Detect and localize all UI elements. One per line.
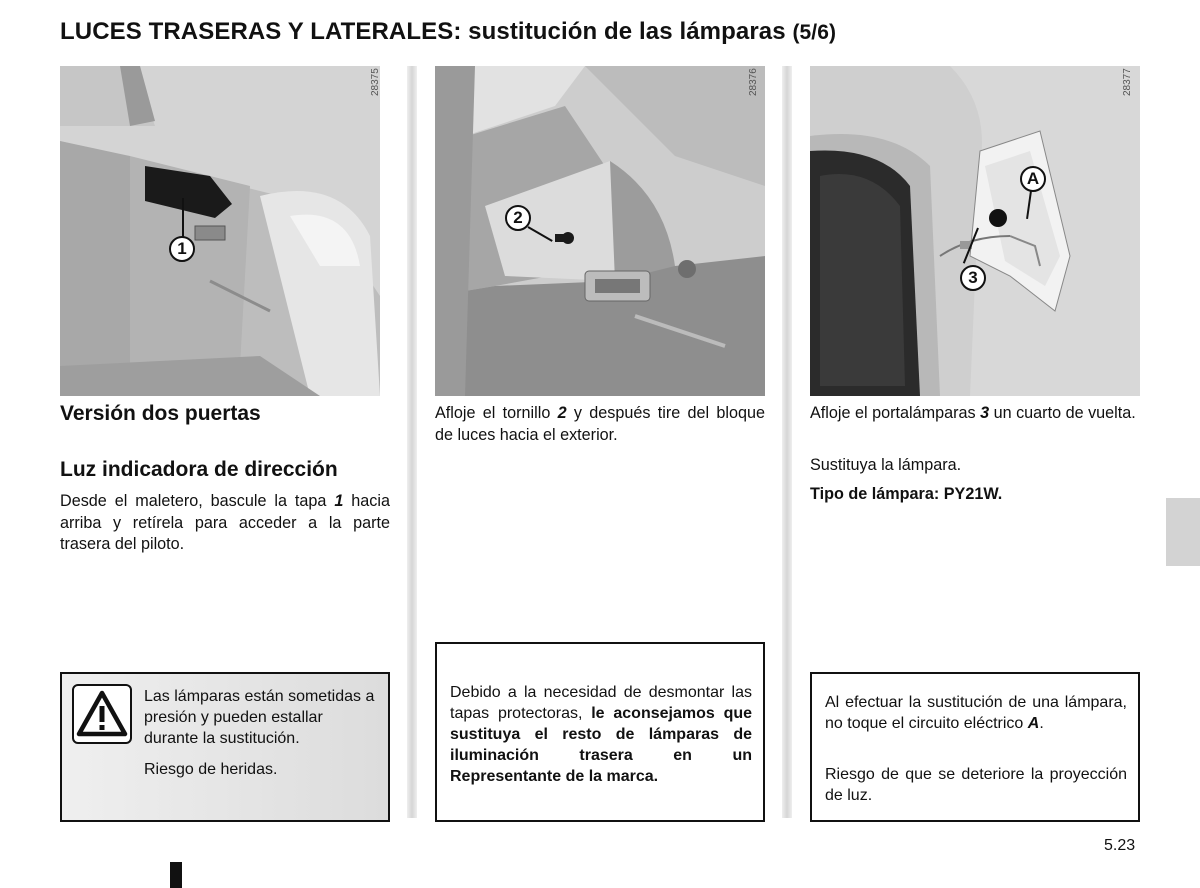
heading-turn-signal: Luz indicadora de dirección — [60, 458, 338, 481]
side-panel-illustration — [435, 66, 765, 396]
text-segment: Al efectuar la sustitución de una lámpara, no toque el circuito eléctrico — [825, 694, 1127, 732]
callout-3: 3 — [960, 265, 986, 291]
heading-version: Versión dos puertas — [60, 402, 261, 425]
figure-trunk-open — [60, 66, 380, 396]
paragraph-screw — [435, 403, 765, 446]
note-text-bold: le aconsejamos que sustituya el resto de lámparas de iluminación trasera en un Representante de la marca. — [450, 705, 753, 785]
note-box — [435, 642, 765, 822]
section-tab — [1166, 498, 1200, 566]
text-segment: Afloje el tornillo — [435, 404, 558, 422]
figure-id-2: 28376 — [748, 68, 759, 96]
callout-leader-1 — [182, 198, 184, 238]
page-number: 5.23 — [1104, 837, 1136, 854]
column-divider-2 — [782, 66, 792, 818]
note-text-normal: Debido a la necesidad de desmontar las tapas protectoras, — [450, 684, 752, 722]
print-mark — [170, 862, 182, 888]
text-segment: hacia arriba y retírela para acceder a la parte trasera del piloto. — [60, 492, 390, 553]
reference-2: 2 — [557, 404, 567, 422]
text-segment: Desde el maletero, bascule la tapa — [60, 492, 335, 510]
callout-1: 1 — [169, 236, 195, 262]
text-segment: . — [1039, 715, 1044, 732]
figure-side-panel — [435, 66, 765, 396]
text-segment: un cuarto de vuelta. — [989, 404, 1136, 422]
page-title — [60, 18, 836, 46]
warning-text: Las lámparas están sometidas a presión y pueden estallar durante la sustitución. — [144, 688, 375, 747]
trunk-illustration — [60, 66, 380, 396]
warning-risk: Riesgo de heridas. — [144, 761, 278, 778]
callout-A: A — [1020, 166, 1046, 192]
warning-icon — [72, 684, 132, 744]
reference-3: 3 — [980, 404, 990, 422]
figure-id-3: 28377 — [1122, 68, 1133, 96]
text-segment: y después tire del bloque de luces hacia el exterior. — [435, 404, 765, 444]
note-text — [450, 682, 752, 787]
warning-box — [60, 672, 390, 822]
paragraph-lamp-holder — [810, 403, 1140, 425]
figure-id-1: 28375 — [370, 68, 381, 96]
caution-risk: Riesgo de que se deteriore la proyección de luz. — [825, 766, 1127, 804]
lamp-type: Tipo de lámpara: PY21W. — [810, 485, 1003, 503]
paragraph-replace: Sustituya la lámpara. — [810, 456, 962, 474]
reference-1: 1 — [334, 492, 344, 510]
text-segment: Afloje el portalámparas — [810, 404, 981, 422]
title-text: LUCES TRASERAS Y LATERALES: sustitución de las lámparas — [60, 18, 786, 45]
paragraph-trunk-cover — [60, 491, 390, 556]
callout-2: 2 — [505, 205, 531, 231]
caution-text — [825, 692, 1127, 734]
reference-A: A — [1027, 715, 1040, 732]
title-part: (5/6) — [792, 21, 837, 44]
caution-box — [810, 672, 1140, 822]
warning-triangle-icon — [74, 686, 130, 742]
column-divider-1 — [407, 66, 417, 818]
